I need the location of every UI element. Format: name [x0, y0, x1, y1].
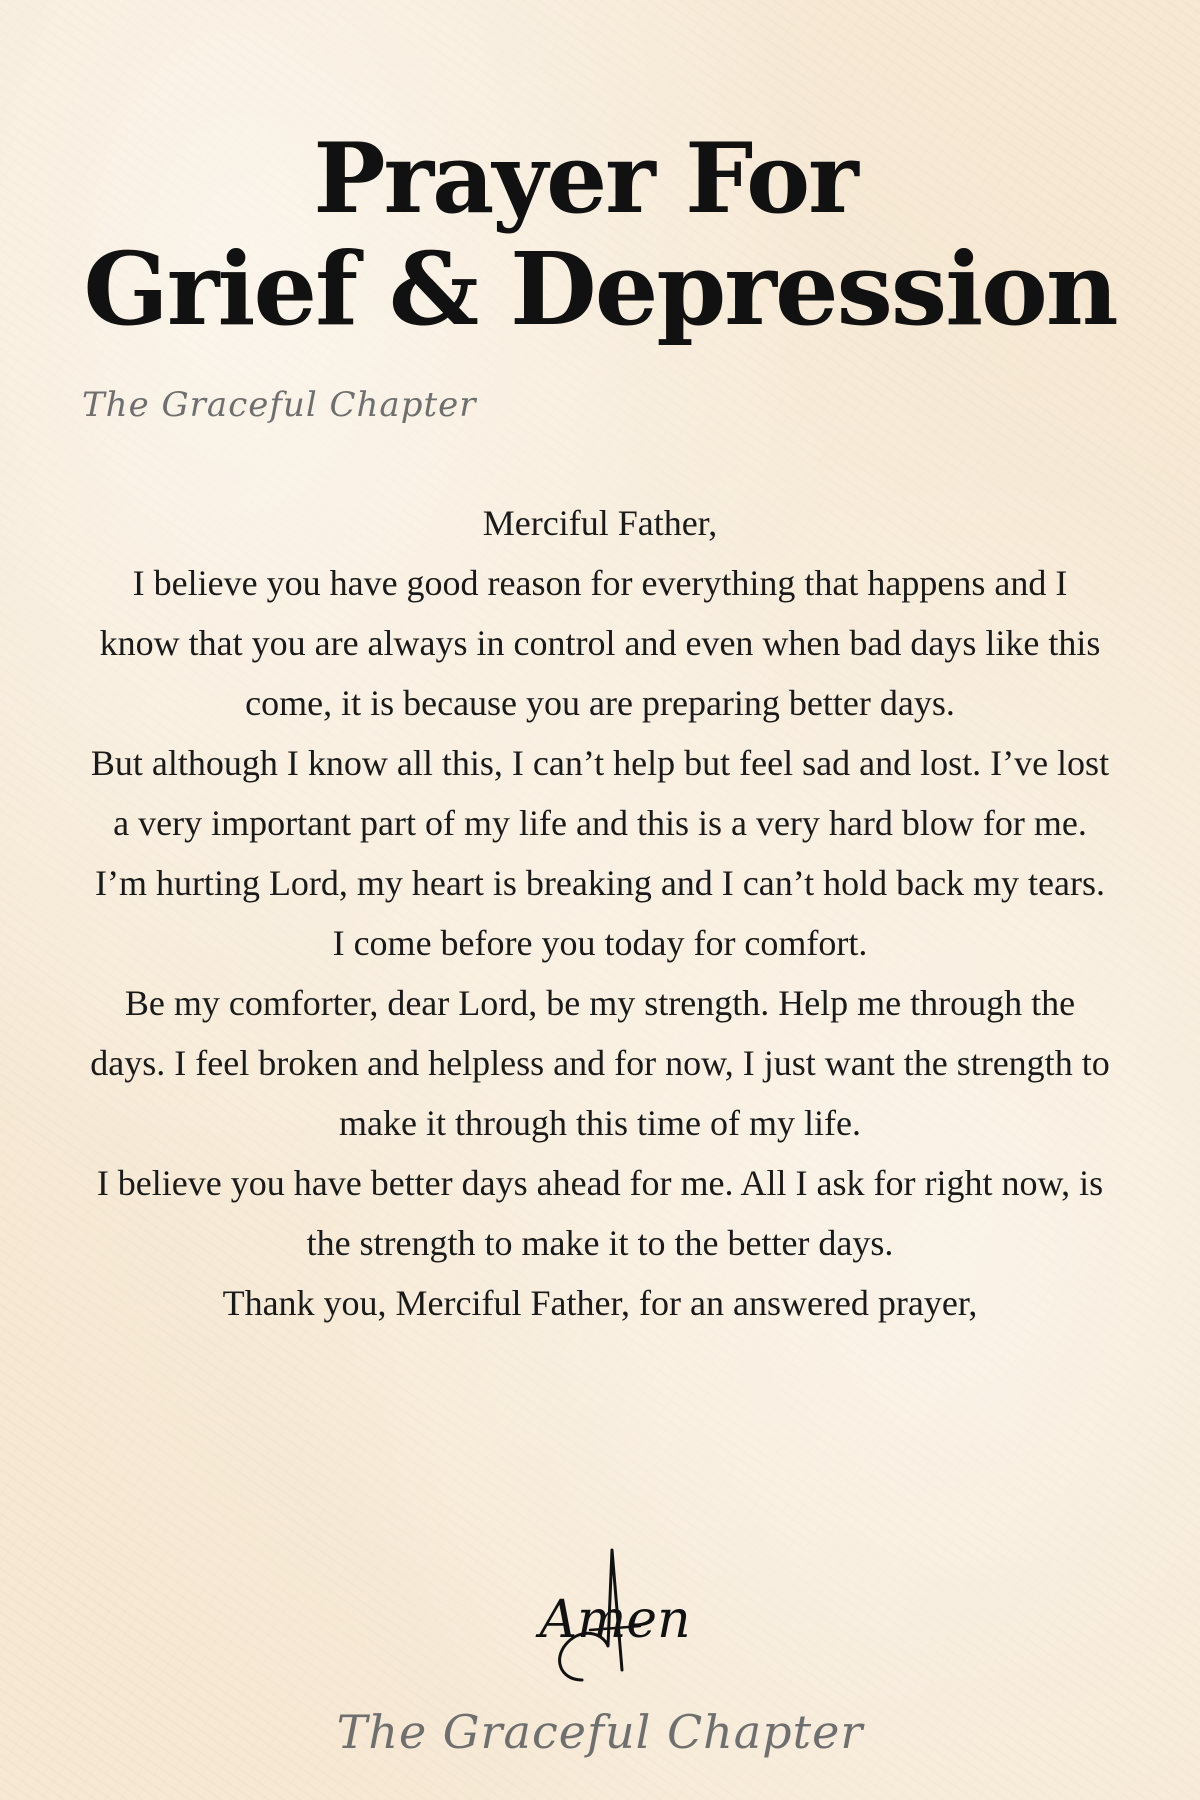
prayer-paragraph-6: Thank you, Merciful Father, for an answered prayer,	[222, 1283, 978, 1323]
amen-text: Amen	[539, 1590, 691, 1650]
prayer-paragraph-3: I’m hurting Lord, my heart is breaking and I can’t hold back my tears. I come before you today for comfort.	[94, 863, 1106, 963]
prayer-paragraph-salutation: Merciful Father,	[482, 503, 718, 543]
title-line-2: Grief & Depression	[83, 230, 1117, 348]
prayer-body	[90, 493, 1110, 1333]
prayer-paragraph-5: I believe you have better days ahead for me. All I ask for right now, is the strength to make it to the better days.	[96, 1163, 1104, 1263]
amen-signature	[0, 1530, 1200, 1690]
page-title	[0, 122, 1200, 348]
prayer-paragraph-2: But although I know all this, I can’t help but feel sad and lost. I’ve lost a very important part of my life and this is a very hard blow for me.	[90, 743, 1110, 843]
brand-signature-bottom: The Graceful Chapter	[336, 1705, 864, 1759]
brand-signature-top: The Graceful Chapter	[82, 385, 477, 425]
title-line-1: Prayer For	[313, 122, 857, 235]
prayer-paragraph-4: Be my comforter, dear Lord, be my strength. Help me through the days. I feel broken and helpless and for now, I just want the strength to make it through this time of my life.	[90, 983, 1110, 1143]
prayer-paragraph-1: I believe you have good reason for everything that happens and I know that you are always in control and even when bad days like this come, it is because you are preparing better days.	[99, 563, 1101, 723]
